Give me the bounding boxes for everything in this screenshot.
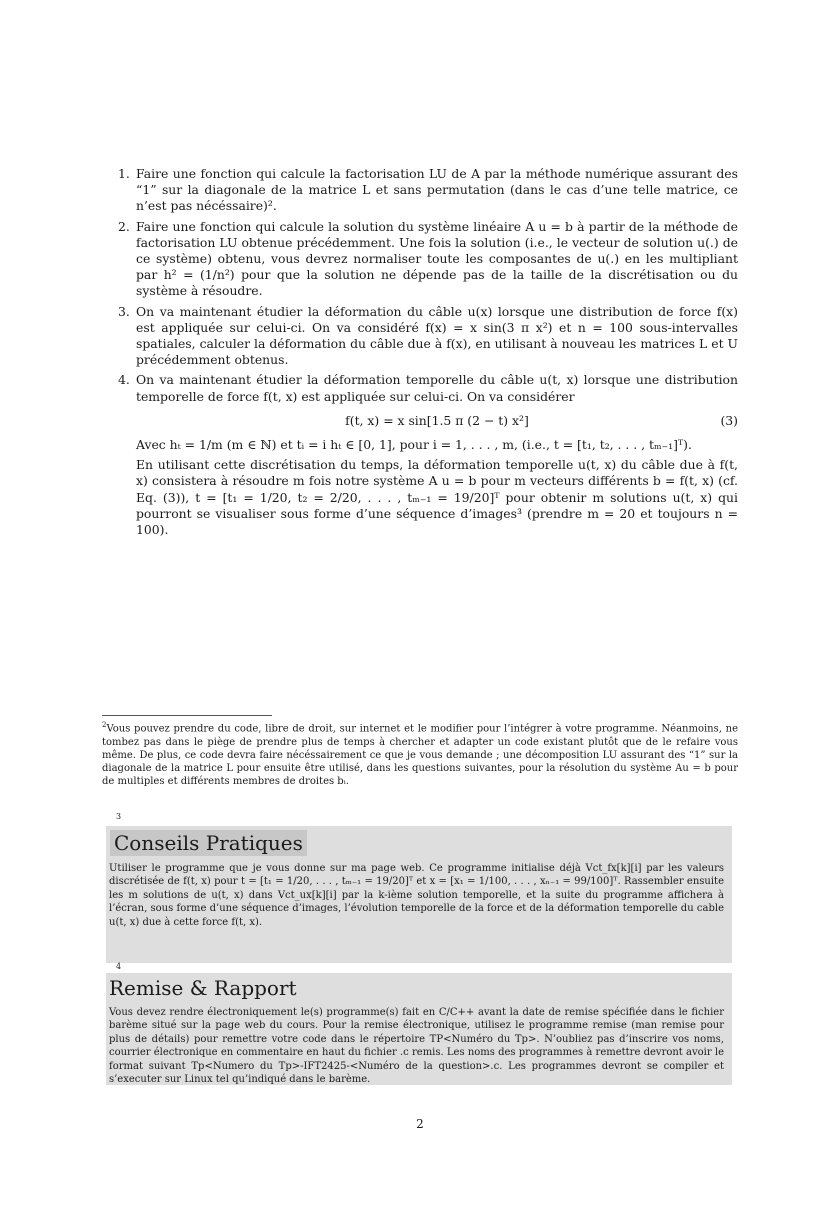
footnote-mark: 2 (102, 721, 107, 729)
item-text: Faire une fonction qui calcule la solution du système linéaire A u = b à partir de la méthode de factorisation LU obtenue précédemment. Une fois la solution (i.e., le vecteur de solution u(.) de ce système) obtenu, vous devrez normaliser toute les composantes de u(.) en les multipliant par h² = (1/n²) pour que la solution ne dépende pas de la taille de la discrétisation ou du système à résoudre. (136, 218, 738, 299)
item-text: Faire une fonction qui calcule la factorisation LU de A par la méthode numérique assurant des “1” sur la diagonale de la matrice L et sans permutation (dans le cas d’une telle matrice, ce n’est pas nécéssaire)². (136, 166, 738, 214)
item-text: On va maintenant étudier la déformation du câble u(x) lorsque une distribution de force f(x) est appliquée sur celui-ci. On va considéré f(x) = x sin(3 π x²) et n = 100 sous-intervalles spatiales, calculer la déformation du câble due à f(x), en utilisant à nouveau les matrices L et U précédemment obtenus. (136, 303, 738, 368)
box-title: Conseils Pratiques (110, 830, 307, 856)
item-number: 2. (118, 218, 130, 234)
footnote-text: Vous pouvez prendre du code, libre de droit, sur internet et le modifier pour l’intégrer à votre programme. Néanmoins, ne tombez pas dans le piège de prendre plus de temps à chercher et adapter un code existant plutôt que de le refaire vous même. De plus, ce code devra faire nécéssairement ce que je vous demande ; une décomposition LU assurant des “1” sur la diagonale de la matrice L pour ensuite être utilisé, dans les questions suivantes, pour la résolution du système Au = b pour de multiples et différents membres de droites bᵢ. (102, 723, 738, 788)
page-number: 2 (416, 1117, 424, 1131)
box-title: Remise & Rapport (109, 976, 297, 1000)
box-body: Vous devez rendre électroniquement le(s) programme(s) fait en C/C++ avant la date de remise spécifiée dans le fichier barème situé sur la page web du cours. Pour la remise électronique, utilisez le programme remise (man remise pour plus de détails) pour remettre votre code dans le répertoire TP<Numéro du Tp>. N’oubliez pas d’inscrire vos noms, courrier électronique en commentaire en haut du fichier .c remis. Les noms des programmes à remettre devront avoir le format suivant Tp<Numero du Tp>-IFT2425-<Numéro de la question>.c. Les programmes devront se compiler et s’executer sur Linux tel qu’indiqué dans le barème. (109, 1007, 724, 1086)
item-number: 1. (118, 166, 130, 181)
list-item-4 (118, 372, 738, 538)
numbered-list (118, 166, 738, 542)
list-item-3 (118, 304, 738, 369)
equation-formula: f(t, x) = x sin[1.5 π (2 − t) x²] (345, 412, 529, 428)
footnote-marker-4: 4 (116, 962, 122, 971)
practical-tips-box (106, 826, 732, 963)
item-number: 3. (118, 303, 130, 319)
equation-3 (136, 413, 738, 429)
footnote-2 (102, 719, 738, 788)
footnote-marker-3: 3 (116, 812, 122, 821)
equation-number: (3) (720, 412, 738, 428)
box-body: Utiliser le programme que je vous donne sur ma page web. Ce programme initialise déjà Vct_fx[k][i] par les valeurs discrétisée de f(t, x) pour t = [t₁ = 1/20, . . . , tₘ₋₁ = 19/20]ᵀ et x = [x₁ = 1/100, . . . , xₙ₋₁ = 99/100]ᵀ. Rassembler ensuite les m solutions de u(t, x) dans Vct_ux[k][i] par la k-ième solution temporelle, et la suite du programme affichera à l’écran, sous forme d’une séquence d’images, l’évolution temporelle de la force et de la déformation temporelle du cable u(t, x) due à cette force f(t, x). (109, 863, 724, 928)
item-continuation-2: En utilisant cette discrétisation du temps, la déformation temporelle u(t, x) du câble due à f(t, x) consistera à résoudre m fois notre système A u = b pour m vecteurs différents b = f(t, x) (cf. Eq. (3)), t = [t₁ = 1/20, t₂ = 2/20, . . . , tₘ₋₁ = 19/20]ᵀ pour obtenir m solutions u(t, x) qui pourront se visualiser sous forme d’une séquence d’images³ (prendre m = 20 et toujours n = 100). (136, 457, 738, 538)
list-item-2 (118, 219, 738, 300)
item-text: On va maintenant étudier la déformation temporelle du câble u(t, x) lorsque une distribution temporelle de force f(t, x) est appliquée sur celui-ci. On va considérer (136, 372, 738, 404)
item-continuation-1: Avec hₜ = 1/m (m ∈ ℕ) et tᵢ = i hₜ ∈ [0, 1], pour i = 1, . . . , m, (i.e., t = [t₁, t₂, . . . , tₘ₋₁]ᵀ). (136, 437, 692, 453)
submission-report-box (106, 973, 732, 1085)
footnote-rule (102, 715, 272, 716)
list-item-1 (118, 166, 738, 215)
item-number: 4. (118, 372, 130, 388)
